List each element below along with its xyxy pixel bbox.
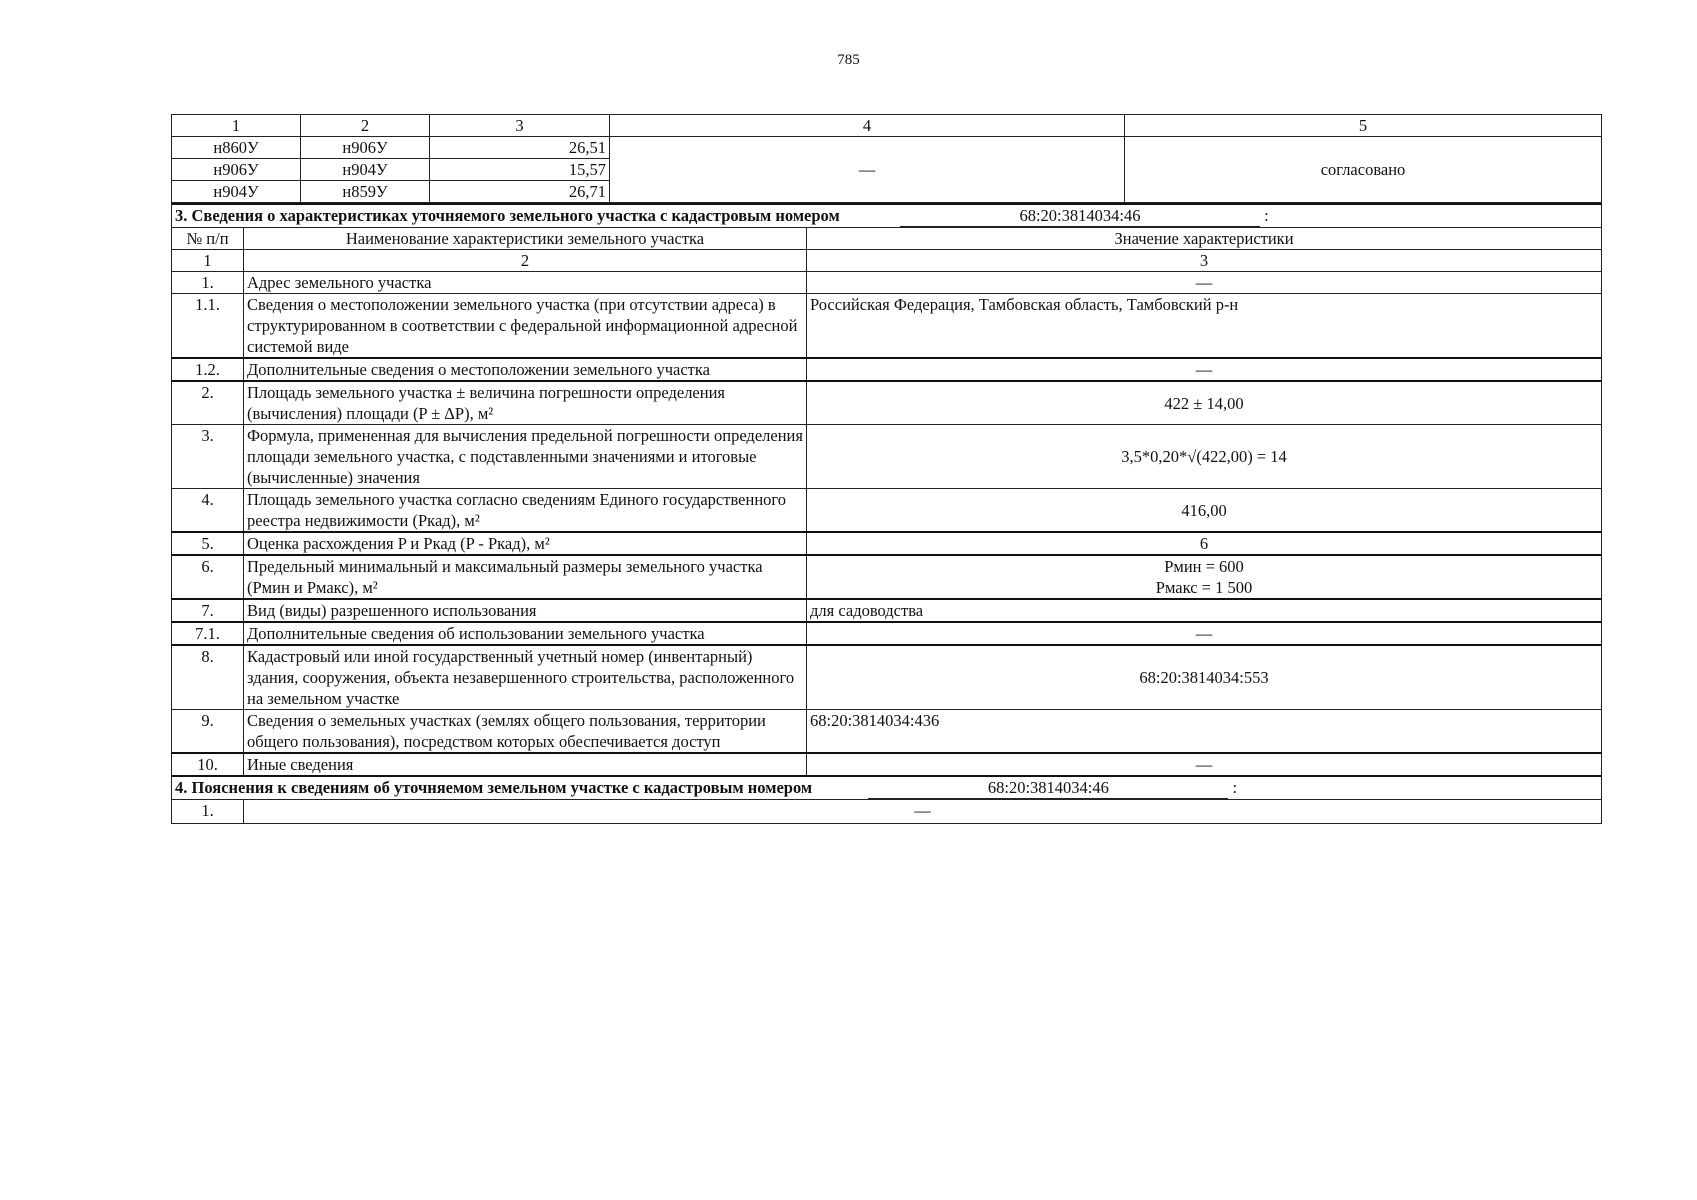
characteristics-index-row	[172, 250, 1602, 272]
row-value: 68:20:3814034:553	[807, 645, 1602, 710]
point-to: н904У	[301, 159, 430, 181]
row-value: —	[807, 358, 1602, 381]
point-to: н859У	[301, 181, 430, 203]
col-header-1: 1	[172, 115, 301, 137]
row-name: Формула, примененная для вычисления предельной погрешности определения площади земельного участка, с подставленными значениями и итоговые (вычисленные) значения	[244, 425, 807, 489]
table-row	[172, 358, 1602, 381]
row-num: 1.	[172, 800, 244, 824]
table-row	[172, 489, 1602, 533]
row-num: 10.	[172, 753, 244, 776]
segment-length: 26,71	[430, 181, 610, 203]
table-row	[172, 555, 1602, 599]
col4-value: —	[610, 137, 1125, 203]
index-name: 2	[244, 250, 807, 272]
table-row	[172, 800, 1602, 824]
row-name: Вид (виды) разрешенного использования	[244, 599, 807, 622]
row-num: 7.	[172, 599, 244, 622]
table-row	[172, 381, 1602, 425]
table-row	[172, 622, 1602, 645]
row-num: 2.	[172, 381, 244, 425]
row-name: Сведения о земельных участках (землях общего пользования, территории общего пользования), посредством которых обеспечивается доступ	[244, 710, 807, 754]
row-num: 6.	[172, 555, 244, 599]
col-header-2: 2	[301, 115, 430, 137]
row-name: Дополнительные сведения о местоположении земельного участка	[244, 358, 807, 381]
section-4-cadastral-number: 68:20:3814034:46	[868, 777, 1228, 799]
row-value: Российская Федерация, Тамбовская область, Тамбовский р-н	[807, 294, 1602, 359]
row-name: Сведения о местоположении земельного участка (при отсутствии адреса) в структурированном в соответствии с федеральной информационной адресной системой виде	[244, 294, 807, 359]
section-3-colon: :	[1264, 206, 1269, 225]
section-4-title: 4. Пояснения к сведениям об уточняемом земельном участке с кадастровым номером	[175, 778, 813, 797]
header-name: Наименование характеристики земельного участка	[244, 228, 807, 250]
section-3-title-row	[172, 204, 1602, 228]
table-row	[172, 753, 1602, 776]
row-value: —	[244, 800, 1602, 824]
row-name: Предельный минимальный и максимальный размеры земельного участка (Pмин и Pмакс), м²	[244, 555, 807, 599]
header-num: № п/п	[172, 228, 244, 250]
row-name: Кадастровый или иной государственный учетный номер (инвентарный) здания, сооружения, объекта незавершенного строительства, расположенного на земельном участке	[244, 645, 807, 710]
table-row	[172, 710, 1602, 754]
index-num: 1	[172, 250, 244, 272]
table-row	[172, 599, 1602, 622]
row-name: Адрес земельного участка	[244, 272, 807, 294]
point-from: н904У	[172, 181, 301, 203]
row-name: Оценка расхождения P и Pкад (P - Pкад), м²	[244, 532, 807, 555]
borders-header-row	[172, 115, 1602, 137]
header-value: Значение характеристики	[807, 228, 1602, 250]
row-num: 1.	[172, 272, 244, 294]
point-from: н906У	[172, 159, 301, 181]
table-row	[172, 294, 1602, 359]
col-header-5: 5	[1125, 115, 1602, 137]
row-value: 422 ± 14,00	[807, 381, 1602, 425]
row-value: 3,5*0,20*√(422,00) = 14	[807, 425, 1602, 489]
row-num: 7.1.	[172, 622, 244, 645]
row-value: 416,00	[807, 489, 1602, 533]
row-num: 5.	[172, 532, 244, 555]
index-value: 3	[807, 250, 1602, 272]
section-4-colon: :	[1232, 778, 1238, 797]
row-name: Иные сведения	[244, 753, 807, 776]
row-value: —	[807, 622, 1602, 645]
row-value: для садоводства	[807, 599, 1602, 622]
point-to: н906У	[301, 137, 430, 159]
row-num: 8.	[172, 645, 244, 710]
row-num: 9.	[172, 710, 244, 754]
table-row	[172, 645, 1602, 710]
row-name: Площадь земельного участка ± величина погрешности определения (вычисления) площади (P ± ΔP), м²	[244, 381, 807, 425]
segment-length: 15,57	[430, 159, 610, 181]
section-4-title-row	[172, 776, 1602, 800]
row-num: 1.2.	[172, 358, 244, 381]
area-max: Pмакс = 1 500	[1155, 578, 1253, 597]
table-row	[172, 425, 1602, 489]
row-num: 4.	[172, 489, 244, 533]
borders-table	[171, 114, 1602, 203]
row-num: 3.	[172, 425, 244, 489]
row-value: —	[807, 753, 1602, 776]
row-value	[807, 555, 1602, 599]
area-min: Pмин = 600	[1164, 557, 1244, 576]
row-name: Площадь земельного участка согласно сведениям Единого государственного реестра недвижимости (Pкад), м²	[244, 489, 807, 533]
row-num: 1.1.	[172, 294, 244, 359]
characteristics-table	[171, 203, 1602, 824]
characteristics-header-row	[172, 228, 1602, 250]
col-header-4: 4	[610, 115, 1125, 137]
table-row	[172, 532, 1602, 555]
row-name: Дополнительные сведения об использовании земельного участка	[244, 622, 807, 645]
col-header-3: 3	[430, 115, 610, 137]
row-value: 68:20:3814034:436	[807, 710, 1602, 754]
document-table	[171, 114, 1601, 824]
table-row	[172, 137, 1602, 159]
table-row	[172, 272, 1602, 294]
section-3-title: 3. Сведения о характеристиках уточняемого земельного участка с кадастровым номером	[175, 206, 840, 225]
page-number: 785	[837, 52, 860, 68]
point-from: н860У	[172, 137, 301, 159]
section-3-cadastral-number: 68:20:3814034:46	[900, 205, 1260, 227]
row-value: —	[807, 272, 1602, 294]
agreement-status: согласовано	[1125, 137, 1602, 203]
segment-length: 26,51	[430, 137, 610, 159]
row-value: 6	[807, 532, 1602, 555]
